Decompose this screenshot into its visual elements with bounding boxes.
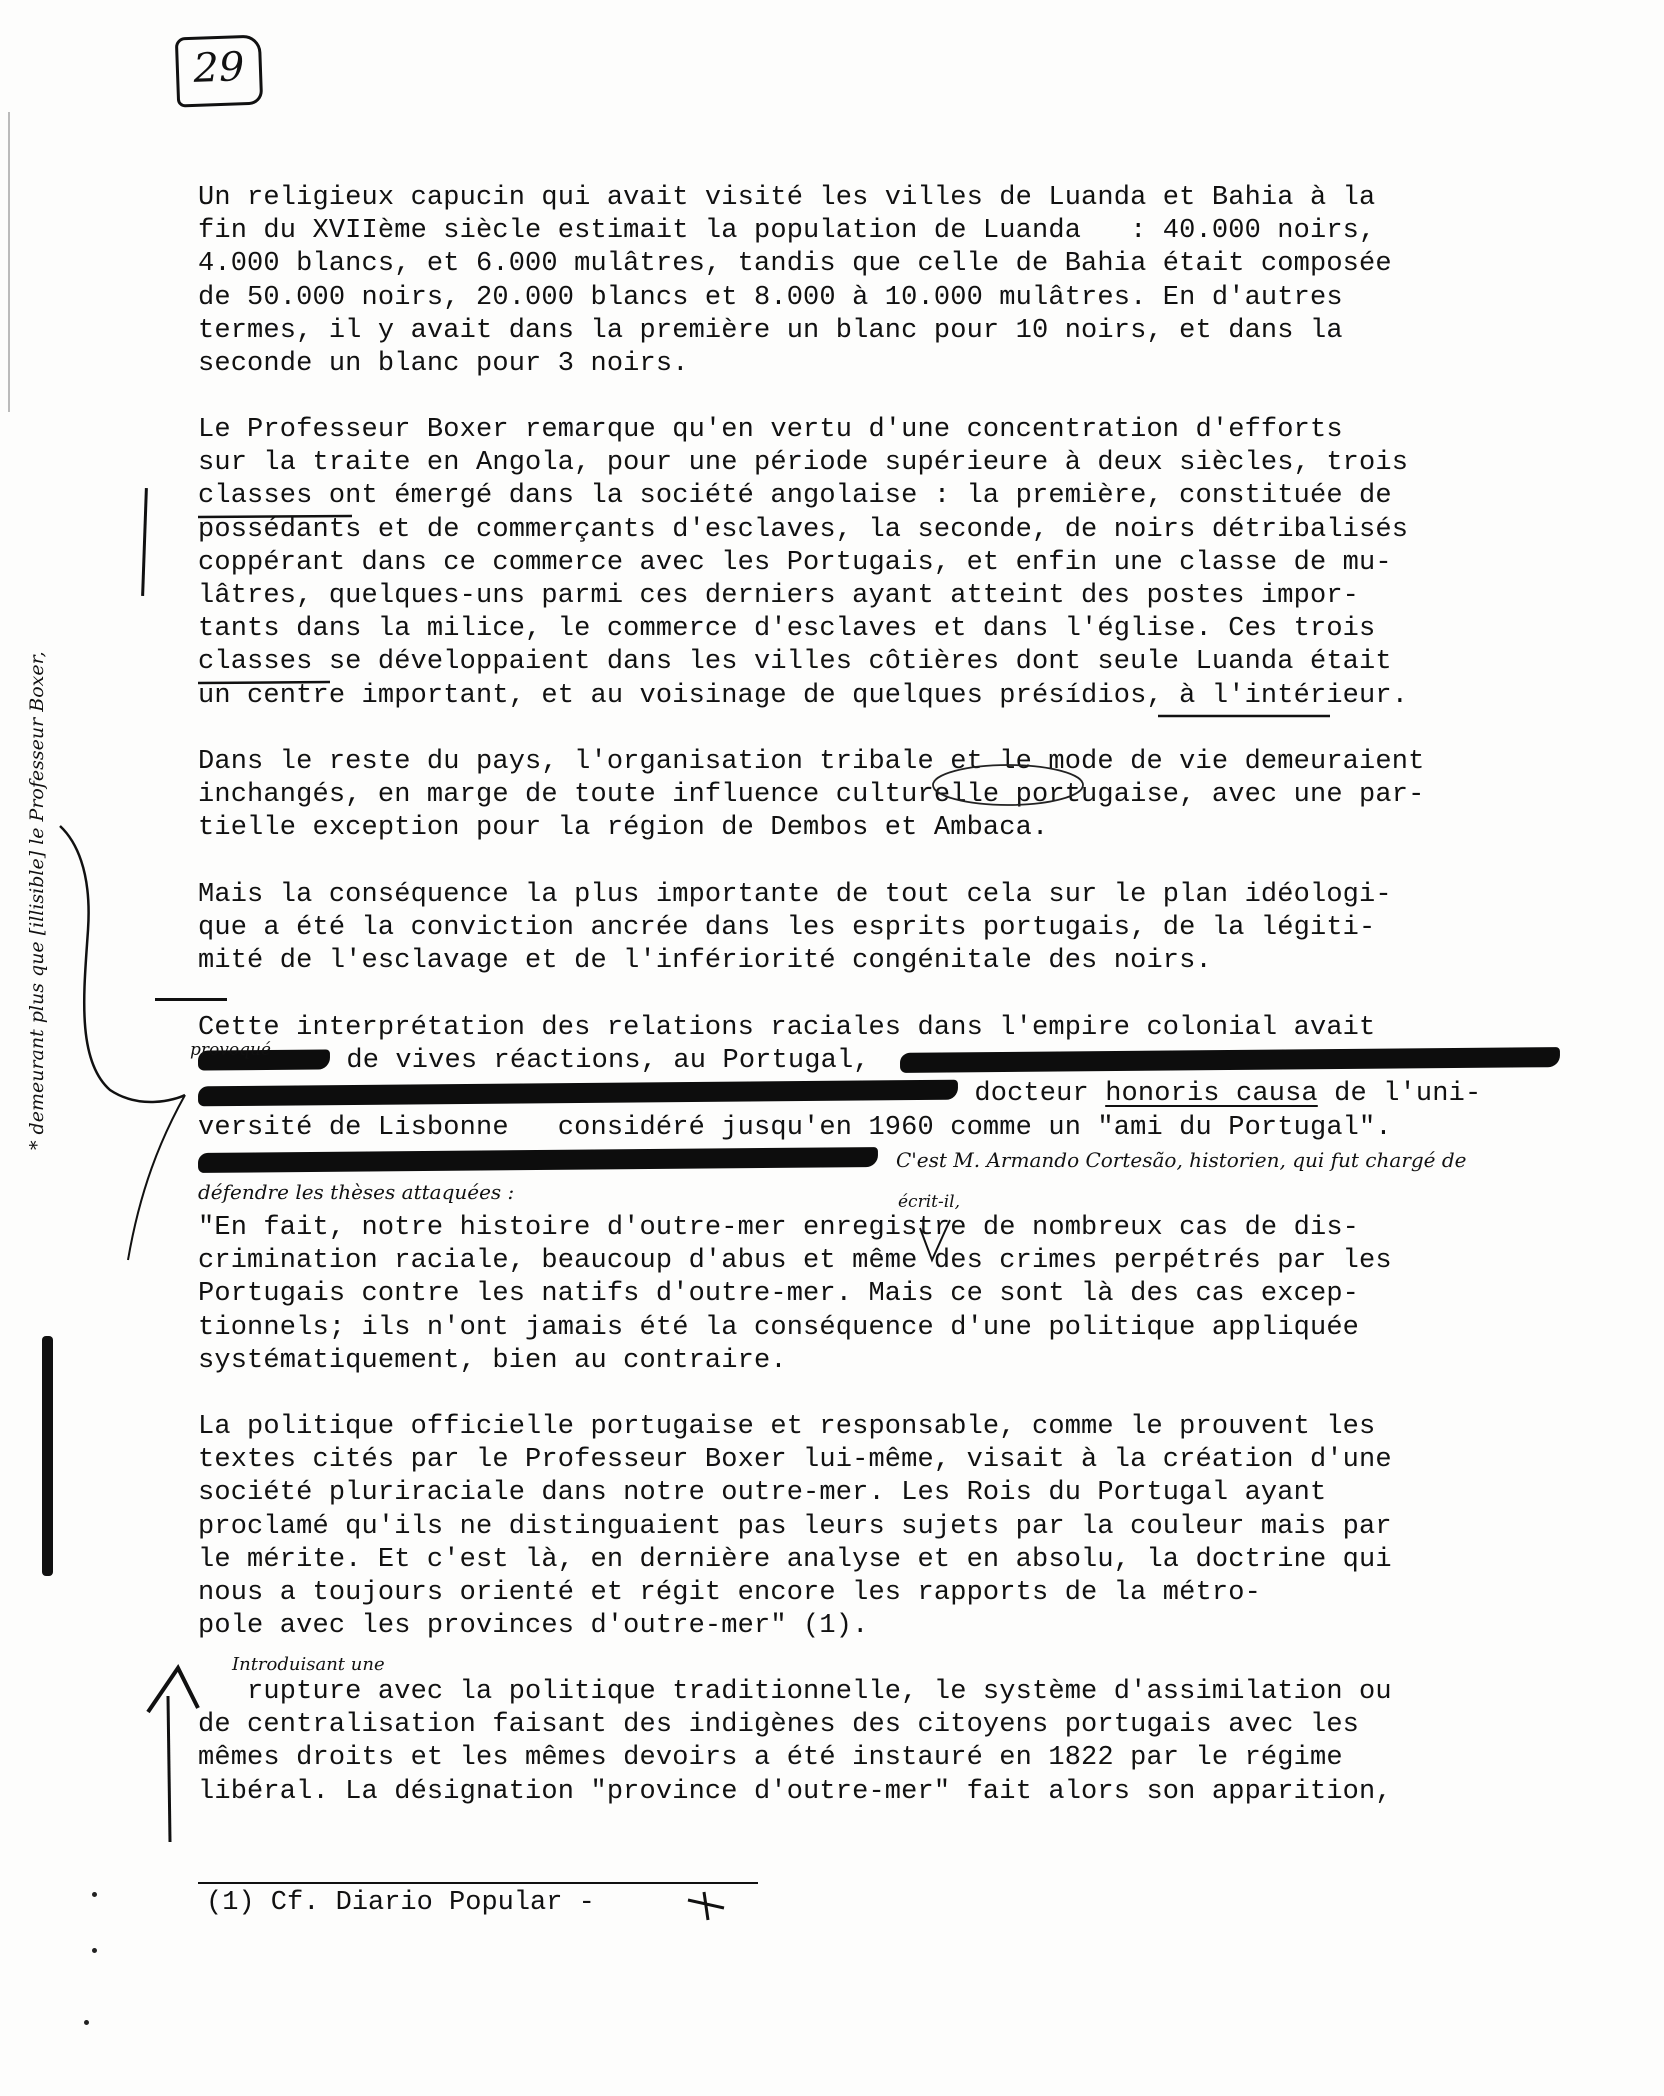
text-line: seconde un blanc pour 3 noirs. xyxy=(198,348,689,379)
text-fragment: de l'uni- xyxy=(1317,1079,1482,1110)
text-line: textes cités par le Professeur Boxer lui-même, visait à la création d'une xyxy=(198,1445,1392,1476)
text-line: Cette interprétation des relations raciales dans l'empire colonial avait xyxy=(198,1013,1376,1043)
handwritten-margin-note: * demeurant plus que [illisible] le Professeur Boxer, xyxy=(26,651,48,1150)
text-line: coppérant dans ce commerce avec les Portugais, et enfin une classe de mu- xyxy=(198,547,1392,578)
text-line: lâtres, quelques-uns parmi ces derniers ayant atteint des postes impor- xyxy=(198,580,1360,611)
underline-classes xyxy=(198,682,330,683)
arrow-head xyxy=(148,1668,198,1712)
text-line: que a été la conviction ancrée dans les esprits portugais, de la légiti- xyxy=(198,913,1376,944)
text-line: tants dans la milice, le commerce d'esclaves et dans l'église. Ces trois xyxy=(198,614,1376,645)
text-line: Dans le reste du pays, l'organisation tribale et le mode de vie demeuraient xyxy=(198,747,1425,777)
text-fragment: docteur xyxy=(974,1079,1106,1110)
text-line: tionnels; ils n'ont jamais été la conséquence d'une politique appliquée xyxy=(198,1312,1360,1343)
text-line: de centralisation faisant des indigènes des citoyens portugais avec les xyxy=(198,1710,1360,1741)
text-line: un centre important, et au voisinage de quelques présídios, à l'intérieur. xyxy=(198,680,1409,711)
text-line: proclamé qu'ils ne distinguaient pas leurs sujets par la couleur mais par xyxy=(198,1511,1392,1542)
text-line: de 50.000 noirs, 20.000 blancs et 8.000 à 10.000 mulâtres. En d'autres xyxy=(198,282,1343,313)
underline-classes xyxy=(198,516,352,517)
text-line: classes ont émergé dans la société angolaise : la première, constituée de xyxy=(198,481,1392,512)
arrow-shaft xyxy=(168,1696,170,1842)
text-line: Mais la conséquence la plus importante de tout cela sur le plan idéologi- xyxy=(198,880,1392,910)
underlined-phrase: honoris causa xyxy=(1105,1079,1318,1110)
text-line: La politique officielle portugaise et responsable, comme le prouvent les xyxy=(198,1412,1376,1442)
text-line: le mérite. Et c'est là, en dernière analyse et en absolu, la doctrine qui xyxy=(198,1544,1392,1575)
handwritten-note-provoque: provoqué xyxy=(190,1040,271,1060)
text-line: fin du XVIIème siècle estimait la population de Luanda : 40.000 noirs, xyxy=(198,216,1376,247)
text-line: "En fait, notre histoire d'outre-mer enregistre de nombreux cas de dis- xyxy=(198,1213,1360,1243)
text-line: mêmes droits et les mêmes devoirs a été instauré en 1822 par le régime xyxy=(198,1743,1343,1774)
text-line: inchangés, en marge de toute influence culturelle portugaise, avec une par- xyxy=(198,780,1425,811)
text-line: crimination raciale, beaucoup d'abus et même des crimes perpétrés par les xyxy=(198,1246,1392,1277)
text-line: société pluriraciale dans notre outre-mer. Les Rois du Portugal ayant xyxy=(198,1478,1327,1509)
handwritten-note-introduisant: Introduisant une xyxy=(232,1654,385,1675)
text-line: rupture avec la politique traditionnelle, le système d'assimilation ou xyxy=(198,1677,1392,1707)
text-line: termes, il y avait dans la première un blanc pour 10 noirs, et dans la xyxy=(198,315,1343,346)
insertion-caret xyxy=(920,1220,950,1260)
handwritten-note-ecrit-il: écrit-il, xyxy=(898,1192,960,1212)
text-line: tielle exception pour la région de Dembos et Ambaca. xyxy=(198,813,1049,844)
page-number: 29 xyxy=(192,44,246,92)
handwritten-note-cortesao: C'est M. Armando Cortesão, historien, qui fut chargé de xyxy=(896,1148,1467,1172)
footnote-star-mark xyxy=(688,1892,724,1920)
text-line: nous a toujours orienté et régit encore les rapports de la métro- xyxy=(198,1577,1261,1608)
text-line: Portugais contre les natifs d'outre-mer. Mais ce sont là des cas excep- xyxy=(198,1279,1360,1310)
text-line: pole avec les provinces d'outre-mer" (1). xyxy=(198,1611,869,1642)
text-line: systématiquement, bien au contraire. xyxy=(198,1345,787,1376)
text-fragment: de vives réactions, au Portugal, xyxy=(346,1046,870,1077)
handwritten-note-defendre: défendre les thèses attaquées : xyxy=(198,1180,515,1204)
text-line: mité de l'esclavage et de l'infériorité congénitale des noirs. xyxy=(198,946,1212,977)
text-line: Le Professeur Boxer remarque qu'en vertu d'une concentration d'efforts xyxy=(198,415,1343,445)
text-line: classes se développaient dans les villes côtières dont seule Luanda était xyxy=(198,647,1392,678)
text-line: possédants et de commerçants d'esclaves, la seconde, de noirs détribalisés xyxy=(198,514,1409,545)
text-line: libéral. La désignation "province d'outre-mer" fait alors son apparition, xyxy=(198,1776,1392,1807)
circle-tribale xyxy=(933,765,1083,805)
text-line: versité de Lisbonne considéré jusqu'en 1960 comme un "ami du Portugal". xyxy=(198,1112,1392,1143)
text-line: sur la traite en Angola, pour une période supérieure à deux siècles, trois xyxy=(198,448,1409,479)
margin-curve-tail xyxy=(128,1095,185,1260)
text-line: Un religieux capucin qui avait visité les villes de Luanda et Bahia à la xyxy=(198,183,1376,213)
footnote: (1) Cf. Diario Popular - xyxy=(206,1888,595,1918)
text-line: 4.000 blancs, et 6.000 mulâtres, tandis que celle de Bahia était composée xyxy=(198,249,1392,280)
margin-curve xyxy=(60,826,185,1102)
footnote-rule xyxy=(198,1882,758,1884)
